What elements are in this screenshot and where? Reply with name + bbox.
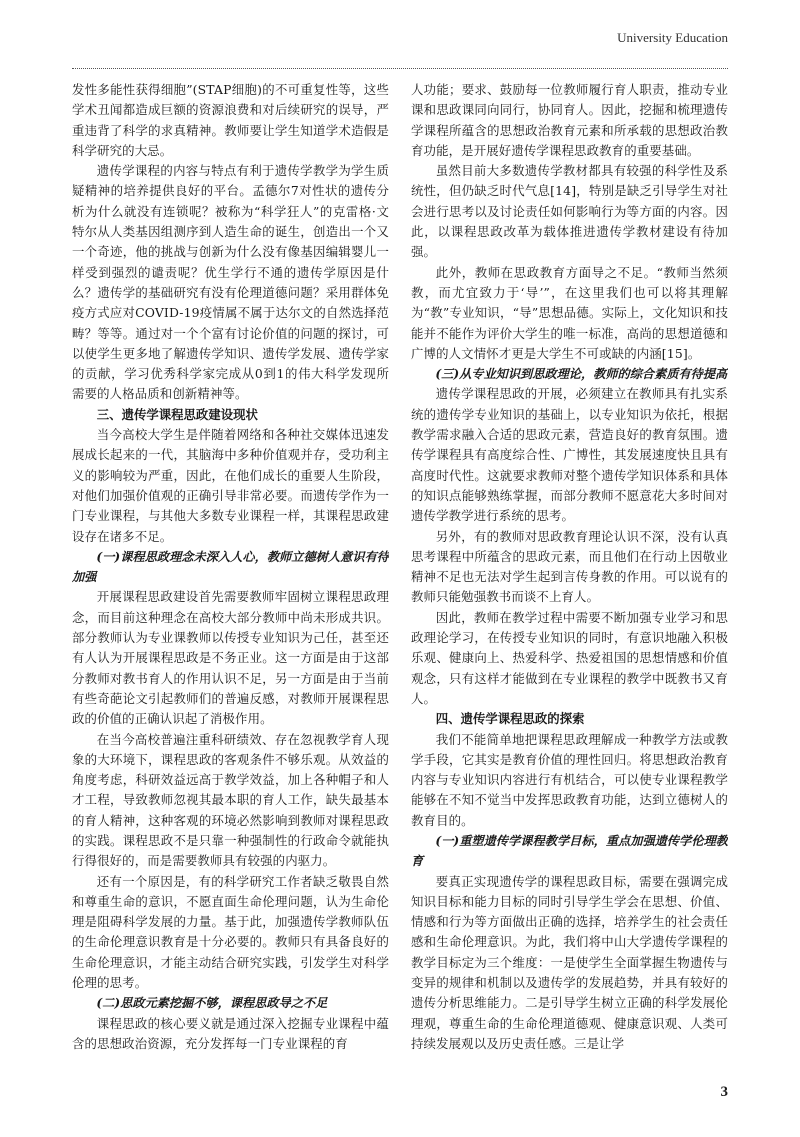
- paragraph: 在当今高校普遍注重科研绩效、存在忽视教学育人现象的大环境下，课程思政的客观条件不够乐观。从效益的角度考虑，科研效益远高于教学效益，加上各种帽子和人才工程，导致教师忽视其最本职的育人工作，缺失最基本的育人精神，这种客观的环境必然影响到教师对课程思政的实践。课程思政不是只靠一种强制性的行政命令就能执行得很好的，而是需要教师具有较强的内驱力。: [72, 731, 389, 869]
- paragraph: 虽然目前大多数遗传学教材都具有较强的科学性及系统性，但仍缺乏时代气息[14]，特别是缺乏引导学生对社会进行思考以及讨论责任如何影响行为等方面的内容。因此，以课程思政改革为载体推进遗传学教材建设有待加强。: [411, 163, 728, 260]
- page-number: 3: [720, 1084, 728, 1100]
- running-head: University Education: [617, 30, 728, 45]
- header-rule: [72, 68, 728, 69]
- section-heading: 三、遗传学课程思政建设现状: [96, 406, 258, 422]
- subsection-heading: (一)课程思政理念未深入人心，教师立德树人意识有待加强: [72, 549, 389, 585]
- right-column: [411, 80, 728, 1075]
- section-heading: 四、遗传学课程思政的探索: [435, 711, 585, 727]
- paragraph: 因此，教师在教学过程中需要不断加强专业学习和思政理论学习，在传授专业知识的同时，有意识地融入积极乐观、健康向上、热爱科学、热爱祖国的思想情感和价值观念，只有这样才能做到在专业课程的教学中既教书又育人。: [411, 609, 728, 706]
- paragraph: 另外，有的教师对思政教育理论认识不深，没有认真思考课程中所蕴含的思政元素，而且他们在行动上因敬业精神不足也无法对学生起到言传身教的作用。可以说有的教师只能勉强教书而谈不上育人。: [411, 528, 728, 605]
- paragraph: 当今高校大学生是伴随着网络和各种社交媒体迅速发展成长起来的一代，其脑海中多种价值观并存，受功利主义的影响较为严重，因此，在他们成长的重要人生阶段，对他们加强价值观的正确引导非常必要。而遗传学作为一门专业课程，与其他大多数专业课程一样，其课程思政建设存在诸多不足。: [72, 427, 389, 544]
- paragraph: 要真正实现遗传学的课程思政目标，需要在强调完成知识目标和能力目标的同时引导学生学会在思想、价值、情感和行为等方面做出正确的选择，培养学生的社会责任感和生命伦理意识。为此，我们将中山大学遗传学课程的教学目标定为三个维度：一是使学生全面掌握生物遗传与变异的规律和机制以及遗传学的发展趋势，并具有较好的遗传分析思维能力。二是引导学生树立正确的科学发展伦理观，尊重生命的生命伦理道德观、健康意识观、人类可持续发展观以及历史责任感。三是让学: [411, 873, 728, 1051]
- paragraph: 人功能；要求、鼓励每一位教师履行育人职责，推动专业课和思政课同向同行，协同育人。因此，挖掘和梳理遗传学课程所蕴含的思想政治教育元素和所承载的思想政治教育功能，是开展好遗传学课程思政教育的重要基础。: [411, 82, 728, 158]
- subsection-heading: (二)思政元素挖掘不够，课程思政导之不足: [96, 996, 328, 1011]
- left-column: [72, 80, 389, 1075]
- paragraph: 还有一个原因是，有的科学研究工作者缺乏敬畏自然和尊重生命的意识，不愿直面生命伦理问题，认为生命伦理是阻碍科学发展的力量。基于此，加强遗传学教师队伍的生命伦理意识教育是十分必要的。教师只有具备良好的生命伦理意识，才能主动结合研究实践，引发学生对科学伦理的思考。: [72, 873, 389, 991]
- paragraph: 遗传学课程的内容与特点有利于遗传学教学为学生质疑精神的培养提供良好的平台。孟德尔7对性状的遗传分析为什么就没有连锁呢？被称为“科学狂人”的克雷格·文特尔从人类基因组测序到人造生命的诞生，创造出一个又一个奇迹，他的挑战与创新为什么没有像基因编辑婴儿一样受到强烈的谴责呢？优生学行不通的遗传学原因是什么？遗传学的基础研究有没有伦理道德问题？采用群体免疫方式应对COVID-19疫情属不属于达尔文的自然选择范畴？等等。通过对一个个富有讨论价值的问题的探讨，可以使学生更多地了解遗传学知识、遗传学发展、遗传学家的贡献，学习优秀科学家完成从0到1的伟大科学发现所需要的人格品质和创新精神等。: [72, 163, 389, 402]
- paragraph: 发性多能性获得细胞”(STAP细胞)的不可重复性等，这些学术丑闻都造成巨额的资源浪费和对后续研究的误导，严重违背了科学的求真精神。教师要让学生知道学术造假是科学研究的大忌。: [72, 82, 389, 158]
- subsection-heading: (三)从专业知识到思政理论，教师的综合素质有待提高: [435, 367, 728, 382]
- paragraph: 我们不能简单地把课程思政理解成一种教学方法或教学手段，它其实是教育价值的理性回归。将思想政治教育内容与专业知识内容进行有机结合，可以使专业课程教学能够在不知不觉当中发挥思政教育功能，达到立德树人的教育目的。: [411, 731, 728, 828]
- article-body: [72, 80, 728, 1075]
- subsection-heading: (一)重塑遗传学课程教学目标，重点加强遗传学伦理教育: [411, 833, 728, 869]
- paragraph: 课程思政的核心要义就是通过深入挖掘专业课程中蕴含的思想政治资源，充分发挥每一门专业课程的育: [72, 1015, 389, 1051]
- paragraph: 开展课程思政建设首先需要教师牢固树立课程思政理念，而目前这种理念在高校大部分教师中尚未形成共识。部分教师认为专业课教师以传授专业知识为己任，甚至还有人认为开展课程思政是不务正业。这一方面是由于这部分教师对教书育人的作用认识不足，另一方面是由于当前有些奇葩论文引起教师们的普遍反感，对教师开展课程思政的价值的正确认识起了消极作用。: [72, 589, 389, 727]
- paragraph: 遗传学课程思政的开展，必须建立在教师具有扎实系统的遗传学专业知识的基础上，以专业知识为依托，根据教学需求融入合适的思政元素，营造良好的教育氛围。遗传学课程具有高度综合性、广博性，其发展速度快且具有高度时代性。这就要求教师对整个遗传学知识体系和具体的知识点能够熟练掌握，而部分教师不愿意花大多时间对遗传学教学进行系统的思考。: [411, 386, 728, 524]
- paragraph: 此外，教师在思政教育方面导之不足。“教师当然须教，而尤宜致力于‘导’”，在这里我们也可以将其理解为“教”专业知识，“导”思想品德。实际上，文化知识和技能并不能作为评价大学生的唯一标准，高尚的思想道德和广博的人文情怀才更是大学生不可或缺的内涵[15]。: [411, 264, 728, 361]
